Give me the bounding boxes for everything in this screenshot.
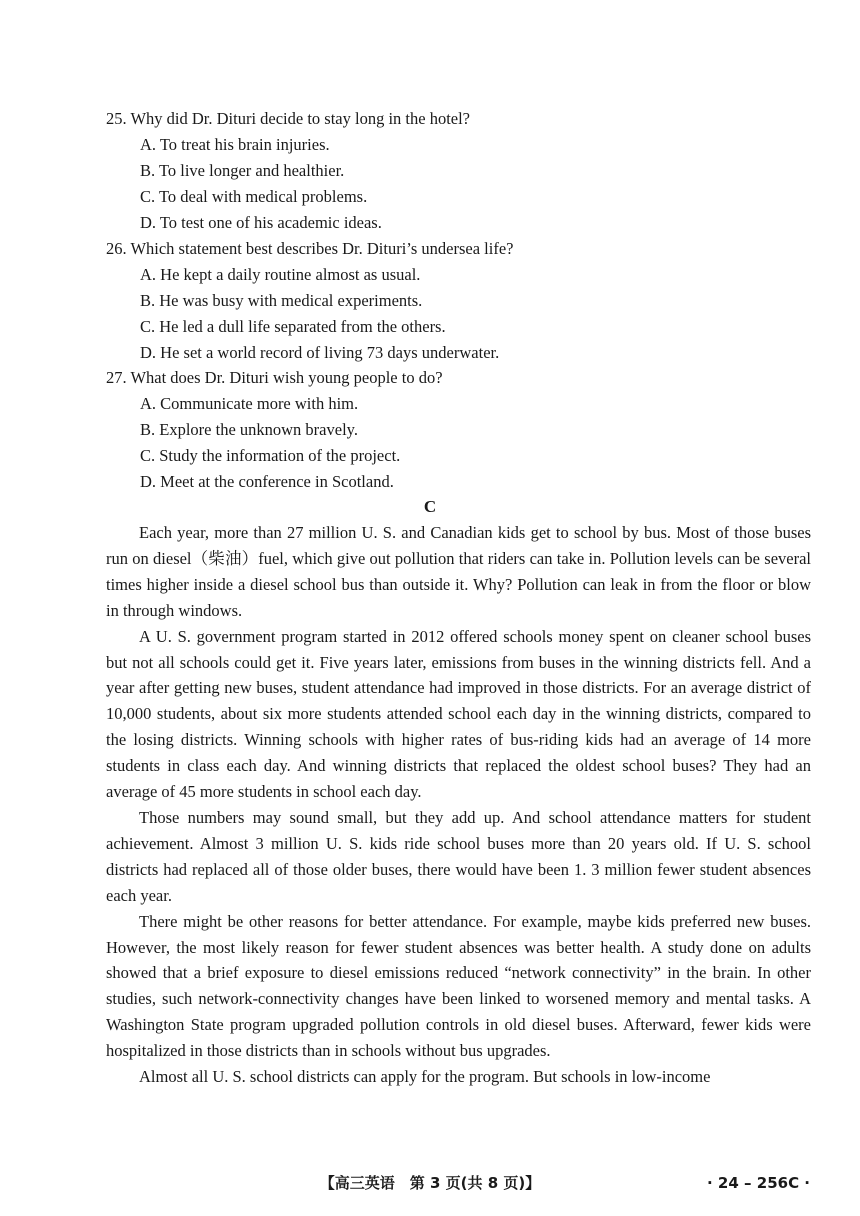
option-a: A. To treat his brain injuries. [140, 135, 330, 154]
passage-paragraph-3: Those numbers may sound small, but they add up. And school attendance matters for student achievement. Almost 3 million U. S. kids ride school buses more than 20 years old. If U. S. school districts had replaced all of those older buses, there would have been 1. 3 million fewer student absences each year. [106, 807, 811, 905]
question-stem: 25. Why did Dr. Dituri decide to stay long in the hotel? [106, 109, 471, 128]
question-26 [106, 236, 826, 366]
footer-exam-code: · 24 – 256C · [707, 1174, 810, 1192]
question-stem: 27. What does Dr. Dituri wish young people to do? [106, 368, 443, 387]
reading-passage [106, 520, 811, 1090]
section-heading: C [423, 497, 437, 516]
option-b: B. To live longer and healthier. [140, 161, 345, 180]
passage-paragraph-5: Almost all U. S. school districts can apply for the program. But schools in low-income [139, 1067, 711, 1087]
option-b: B. Explore the unknown bravely. [140, 420, 358, 439]
footer-page-label: 【高三英语 第 3 页(共 8 页)】 [319, 1174, 541, 1192]
passage-paragraph-2: A U. S. government program started in 2012 offered schools money spent on cleaner school buses but not all schools could get it. Five years later, emissions from buses in the winning districts fell. And a year after getting new buses, student attendance had improved in those districts. For an average district of 10,000 students, about six more students attended school each day in the winning districts, compared to the losing districts. Winning schools with higher rates of bus-riding kids had an average of 14 more students in class each day. And winning districts that replaced the oldest school buses? They had an average of 45 more students in school each day. [106, 626, 811, 802]
passage-paragraph-4: There might be other reasons for better attendance. For example, maybe kids preferred new buses. However, the most likely reason for fewer student absences was better health. A study done on adults showed that a brief exposure to diesel emissions reduced “network connectivity” in the brain. In other studies, such network-connectivity changes have been linked to worsened memory and mental tasks. A Washington State program upgraded pollution controls in old diesel buses. Afterward, fewer kids were hospitalized in those districts than in schools without bus upgrades. [106, 911, 811, 1061]
page-footer [0, 1170, 860, 1196]
option-a: A. Communicate more with him. [140, 394, 359, 413]
question-stem: 26. Which statement best describes Dr. Dituri’s undersea life? [106, 239, 514, 258]
option-c: C. Study the information of the project. [140, 446, 401, 465]
option-d: D. He set a world record of living 73 days underwater. [140, 343, 500, 362]
question-27 [106, 365, 826, 495]
option-d: D. To test one of his academic ideas. [140, 213, 382, 232]
passage-paragraph-1: Each year, more than 27 million U. S. and Canadian kids get to school by bus. Most of those buses run on diesel（柴油）fuel, which give out pollution that riders can take in. Pollution levels can be several times higher inside a diesel school bus than outside it. Why? Pollution can leak in from the floor or blow in through windows. [106, 523, 811, 620]
option-c: C. To deal with medical problems. [140, 187, 368, 206]
option-d: D. Meet at the conference in Scotland. [140, 472, 394, 491]
option-c: C. He led a dull life separated from the others. [140, 317, 446, 336]
option-b: B. He was busy with medical experiments. [140, 291, 423, 310]
question-25 [106, 106, 826, 236]
option-a: A. He kept a daily routine almost as usual. [140, 265, 421, 284]
